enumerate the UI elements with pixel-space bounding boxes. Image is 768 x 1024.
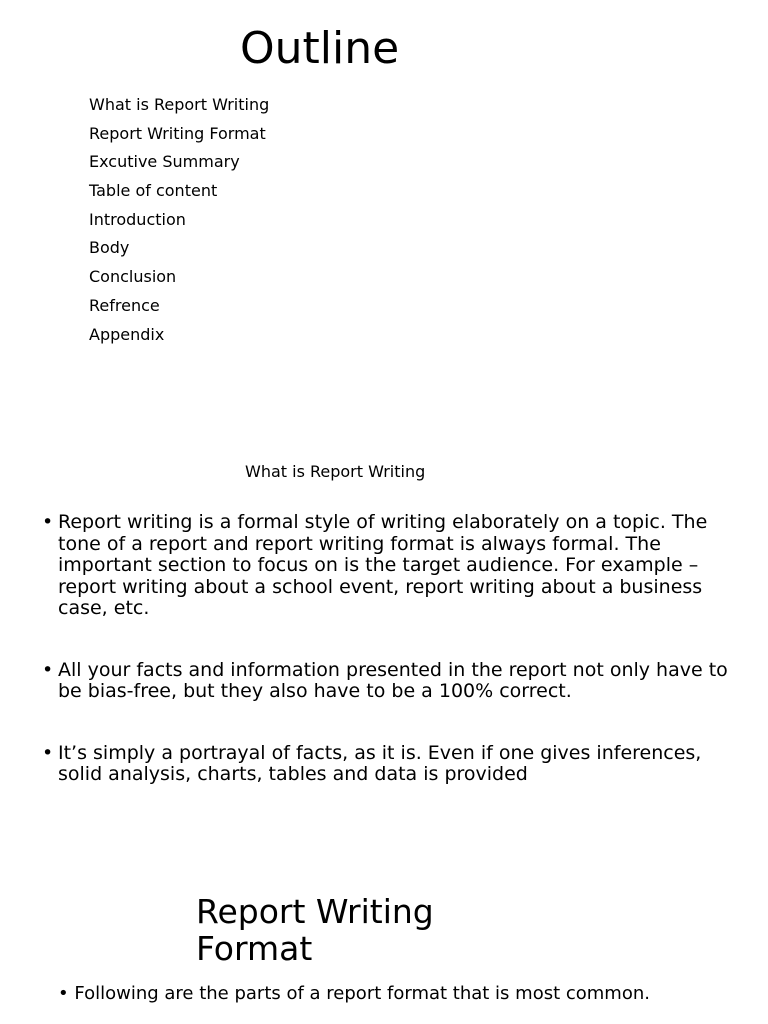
outline-item: Table of content [89, 181, 218, 201]
bullet-icon: • [58, 983, 69, 1004]
outline-item: Conclusion [89, 267, 177, 287]
bullet-text: All your facts and information presented in the report not only have to be bias-free, but they also have to be a 100% correct. [58, 658, 728, 702]
bullet-item [42, 743, 732, 786]
bullet-icon: • [42, 658, 54, 681]
bullet-icon: • [42, 741, 54, 764]
outline-item: Report Writing Format [89, 123, 266, 143]
outline-list [89, 92, 269, 350]
outline-title: Outline [240, 23, 400, 74]
outline-item: Body [89, 238, 130, 258]
outline-item: What is Report Writing [89, 95, 270, 114]
section-heading: What is Report Writing [245, 462, 426, 481]
bullet-text: Following are the parts of a report format that is most common. [74, 983, 650, 1004]
format-section-title: Report Writing Format [196, 892, 434, 968]
bullet-item [42, 512, 732, 620]
bullet-icon: • [42, 511, 54, 533]
outline-item: Refrence [89, 295, 160, 315]
bullet-item [42, 660, 732, 703]
bullet-text: It’s simply a portrayal of facts, as it is. Even if one gives inferences, solid analysis, charts, tables and data is provided [58, 741, 702, 785]
bullet-list [42, 512, 732, 786]
outline-item: Excutive Summary [89, 152, 240, 172]
bullet-text: Report writing is a formal style of writing elaborately on a topic. The tone of a report and report writing format is always formal. The important section to focus on is the target audience. For example – report writing about a school event, report writing about a business case, etc. [58, 511, 708, 619]
outline-item: Introduction [89, 209, 186, 229]
outline-item: Appendix [89, 324, 165, 344]
bullet-item [58, 983, 650, 1005]
